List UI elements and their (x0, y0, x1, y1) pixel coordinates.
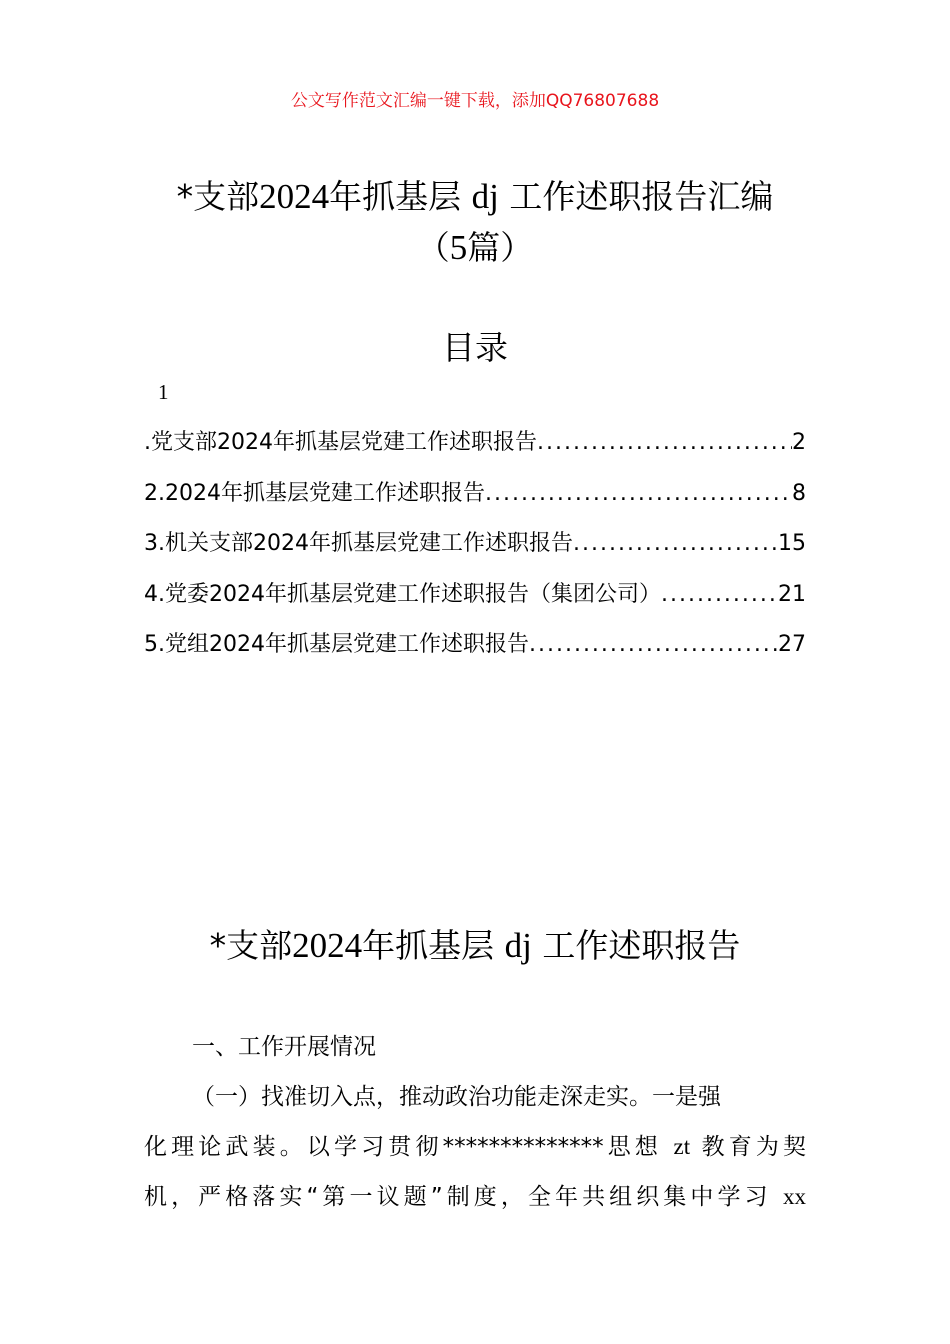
toc-entry[interactable] (144, 627, 806, 678)
document-title: *支部2024年抓基层 dj 工作述职报告汇编 (176, 177, 774, 216)
toc-entry[interactable] (144, 425, 806, 476)
toc-entry-page: 27 (778, 632, 806, 657)
toc-leader-dots (485, 481, 792, 506)
toc-entry-page: 8 (792, 480, 806, 506)
toc-entry-label: 4.党委2024年抓基层党建工作述职报告（集团公司） (144, 581, 661, 607)
toc-leader-dots (661, 582, 778, 607)
paragraph-line: （一）找准切入点，推动政治功能走深走实。一是强 (192, 1084, 721, 1110)
toc-entry-label: 3.机关支部2024年抓基层党建工作述职报告 (144, 531, 573, 556)
toc-entry[interactable] (144, 476, 806, 527)
document-title-count: （5篇） (416, 228, 534, 267)
toc-entry[interactable] (144, 526, 806, 577)
table-of-contents (144, 425, 806, 678)
toc-entry[interactable] (144, 577, 806, 628)
toc-entry-page: 15 (778, 531, 806, 556)
paragraph-line: 机，严格落实“第一议题”制度，全年共组织集中学习 xx (144, 1184, 806, 1210)
toc-entry-page: 2 (792, 430, 806, 455)
toc-leader-dots (529, 632, 778, 657)
toc-entry-label: 5.党组2024年抓基层党建工作述职报告 (144, 632, 529, 657)
download-banner: 公文写作范文汇编一键下载，添加QQ76807688 (290, 91, 660, 111)
toc-first-number: 1 (158, 380, 169, 404)
toc-entry-label: 2.2024年抓基层党建工作述职报告 (144, 480, 485, 506)
toc-leader-dots (573, 531, 778, 556)
paragraph-line: 化理论武装。以学习贯彻**************思想 zt 教育为契 (144, 1134, 807, 1160)
toc-entry-label: .党支部2024年抓基层党建工作述职报告 (144, 430, 537, 455)
section-title: *支部2024年抓基层 dj 工作述职报告 (209, 926, 741, 965)
toc-entry-page: 21 (778, 581, 806, 607)
body-text (144, 1022, 806, 1222)
toc-heading: 目录 (442, 328, 508, 367)
heading-level-1: 一、工作开展情况 (192, 1034, 376, 1060)
toc-leader-dots (537, 430, 792, 455)
